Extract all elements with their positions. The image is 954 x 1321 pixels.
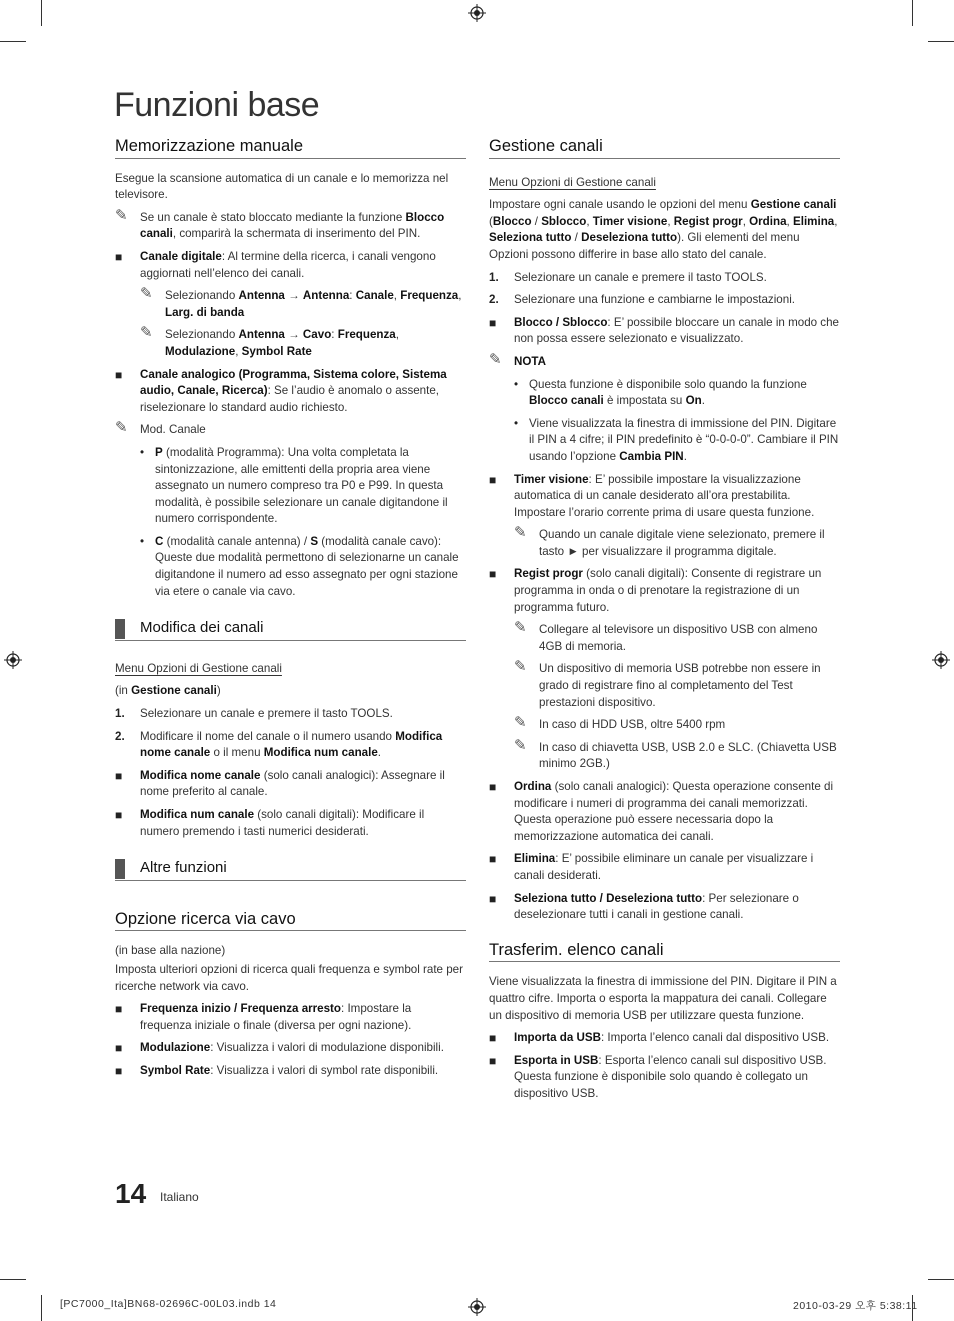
- section-title-transfer: Trasferim. elenco canali: [489, 942, 840, 963]
- note-item: ✎ NOTA: [489, 350, 546, 368]
- crop-mark: [0, 41, 26, 42]
- manual-intro: Esegue la scansione automatica di un canale e lo memorizza nel televisore.: [115, 171, 449, 202]
- pencil-note-icon: ✎: [514, 714, 527, 732]
- bullet-item: ■ Seleziona tutto / Deseleziona tutto: Per selezionare o deselezionare tutti i canali in gestione canali.: [489, 891, 799, 922]
- section-title-modify: Modifica dei canali: [115, 618, 466, 641]
- registration-mark-icon: [932, 651, 950, 669]
- bullet-item: ■ Modifica num canale (solo canali digitali): Modificare il numero premendo i tasti numerici desiderati.: [115, 808, 425, 838]
- pencil-note-icon: ✎: [489, 350, 502, 368]
- step-item: 2. Modificare il nome del canale o il numero usando Modifica nome canale o il menu Modifica num canale.: [115, 729, 443, 760]
- square-bullet-icon: ■: [489, 472, 497, 487]
- section-title-manual: Memorizzazione manuale: [115, 138, 466, 159]
- menu-path: Menu Opzioni di Gestione canali: [115, 661, 282, 675]
- pencil-note-icon: ✎: [115, 419, 128, 437]
- bullet-item: ■ Blocco / Sblocco: E’ possibile bloccare un canale in modo che non possa essere selezionato e visualizzato.: [489, 315, 840, 346]
- cable-intro: Imposta ulteriori opzioni di ricerca quali frequenza e symbol rate per ricerche network via cavo.: [115, 962, 463, 993]
- square-bullet-icon: ■: [489, 1053, 497, 1068]
- note-item: ✎ In caso di chiavetta USB, USB 2.0 e SLC. (Chiavetta USB minimo 2GB.): [514, 736, 837, 771]
- square-bullet-icon: ■: [489, 567, 497, 582]
- section-title-cable: Opzione ricerca via cavo: [115, 911, 466, 932]
- modify-context: (in Gestione canali): [115, 684, 221, 698]
- bullet-item-digital: ■ Canale digitale: Al termine della ricerca, i canali vengono aggiornati nell’elenco dei canali.: [115, 249, 436, 280]
- square-bullet-icon: ■: [489, 315, 497, 330]
- bullet-item: ■ Regist progr (solo canali digitali): Consente di registrare un programma in onda o di prenotare la registrazione di un programma futuro.: [489, 567, 822, 614]
- registration-mark-icon: [4, 651, 22, 669]
- square-bullet-icon: ■: [115, 1041, 123, 1056]
- list-item: • C (modalità canale antenna) / S (modalità canale cavo): Queste due modalità permettono di selezionarne un canale digitandone il numero ad esso assegnato per ogni stazione via etere o canale via cavo.: [140, 534, 459, 598]
- section-title-manage: Gestione canali: [489, 138, 840, 159]
- manage-intro: Impostare ogni canale usando le opzioni del menu Gestione canali (Blocco / Sblocco, Timer visione, Regist progr, Ordina, Elimina, Seleziona tutto / Deseleziona tutto). Gli elementi del menu Opzioni possono differire in base allo stato del canale.: [489, 198, 838, 261]
- bullet-item: ■ Frequenza inizio / Frequenza arresto: Impostare la frequenza iniziale o finale (diversa per ogni nazione).: [115, 1002, 412, 1032]
- pencil-note-icon: ✎: [514, 524, 527, 542]
- list-item: • Questa funzione è disponibile solo quando la funzione Blocco canali è impostata su On.: [514, 377, 807, 408]
- square-bullet-icon: ■: [489, 1031, 497, 1046]
- square-bullet-icon: ■: [115, 249, 123, 264]
- step-item: 1. Selezionare un canale e premere il tasto TOOLS.: [115, 707, 393, 721]
- note-item: ✎ Collegare al televisore un dispositivo USB con almeno 4GB di memoria.: [514, 619, 818, 653]
- square-bullet-icon: ■: [489, 891, 497, 906]
- note-item: ✎ Un dispositivo di memoria USB potrebbe non essere in grado di registrare fino al completamento del Test prestazioni dispositivo.: [514, 658, 821, 709]
- transfer-intro: Viene visualizzata la finestra di immissione del PIN. Digitare il PIN a quattro cifre. Importa o esporta la mappatura dei canali. Collegare un dispositivo di memoria USB per utilizzare questa funzione.: [489, 975, 837, 1022]
- crop-mark: [928, 41, 954, 42]
- pencil-note-icon: ✎: [514, 658, 527, 676]
- bullet-item: ■ Esporta in USB: Esporta l’elenco canali sul dispositivo USB. Questa funzione è disponibile solo quando è collegato un dispositivo USB.: [489, 1053, 827, 1100]
- square-bullet-icon: ■: [489, 852, 497, 867]
- menu-path: Menu Opzioni di Gestione canali: [489, 175, 656, 189]
- page-number: 14: [115, 1178, 147, 1209]
- note-item: ✎ In caso di HDD USB, oltre 5400 rpm: [514, 714, 726, 732]
- pencil-note-icon: ✎: [514, 736, 527, 754]
- square-bullet-icon: ■: [115, 1002, 123, 1017]
- bullet-icon: •: [514, 377, 519, 391]
- note-item: ✎ Selezionando Antenna → Antenna: Canale, Frequenza, Larg. di banda: [140, 285, 462, 319]
- square-bullet-icon: ■: [115, 1063, 123, 1078]
- chapter-title: Funzioni base: [114, 86, 320, 124]
- crop-mark: [928, 1279, 954, 1280]
- crop-mark: [912, 0, 913, 26]
- bullet-item: ■ Modulazione: Visualizza i valori di modulazione disponibili.: [115, 1041, 444, 1056]
- bullet-item: ■ Ordina (solo canali analogici): Questa operazione consente di modificare i numeri di programma dei canali memorizzati. Questa operazione può essere necessaria dopo la memorizzazione automatica dei canali.: [489, 780, 834, 843]
- bullet-item-analog: ■ Canale analogico (Programma, Sistema colore, Sistema audio, Canale, Ricerca): Se l’audio è anomalo o assente, riselezionare lo standard audio richiesto.: [115, 367, 447, 414]
- pencil-note-icon: ✎: [115, 206, 128, 224]
- right-column: [489, 138, 840, 1109]
- pencil-note-icon: ✎: [140, 324, 153, 342]
- bullet-item: ■ Timer visione: E’ possibile impostare la visualizzazione automatica di un canale desiderato all’ora prestabilita. Impostare l’orario corrente prima di usare questa funzione.: [489, 472, 815, 519]
- registration-mark-icon: [468, 1298, 486, 1316]
- note-item: ✎ Mod. Canale: [115, 419, 206, 437]
- cable-country: (in base alla nazione): [115, 944, 226, 958]
- list-item: • Viene visualizzata la finestra di immissione del PIN. Digitare il PIN a 4 cifre; il PIN predefinito è “0-0-0-0”. Cambiare il PIN usando l’opzione Cambia PIN.: [514, 416, 839, 463]
- note-item: ✎ Selezionando Antenna → Cavo: Frequenza, Modulazione, Symbol Rate: [140, 324, 399, 358]
- bullet-icon: •: [514, 416, 519, 430]
- file-info: [PC7000_Ita]BN68-02696C-00L03.indb 14: [60, 1298, 277, 1310]
- bullet-item: ■ Elimina: E’ possibile eliminare un canale per visualizzare i canali desiderati.: [489, 852, 814, 882]
- square-bullet-icon: ■: [115, 808, 123, 822]
- step-item: 2. Selezionare una funzione e cambiarne le impostazioni.: [489, 293, 795, 307]
- bullet-icon: •: [140, 445, 145, 459]
- pencil-note-icon: ✎: [140, 285, 153, 303]
- bullet-item: ■ Symbol Rate: Visualizza i valori di symbol rate disponibili.: [115, 1063, 439, 1078]
- square-bullet-icon: ■: [115, 768, 123, 783]
- crop-mark: [41, 1295, 42, 1321]
- section-title-other: Altre funzioni: [115, 858, 466, 881]
- left-column: [115, 138, 466, 1086]
- list-item: • P (modalità Programma): Una volta completata la sintonizzazione, alle emittenti della propria area viene assegnato un numero compreso tra P0 e P99. In questa modalità, è possibile selezionare un canale digitandone il numero corrispondente.: [140, 445, 448, 526]
- pencil-note-icon: ✎: [514, 619, 527, 637]
- registration-mark-icon: [468, 4, 486, 22]
- note-item: ✎ Quando un canale digitale viene selezionato, premere il tasto ► per visualizzare il programma digitale.: [514, 524, 825, 558]
- step-item: 1. Selezionare un canale e premere il tasto TOOLS.: [489, 270, 767, 284]
- crop-mark: [41, 0, 42, 26]
- note-item: ✎ Se un canale è stato bloccato mediante la funzione Blocco canali, comparirà la schermata di inserimento del PIN.: [115, 206, 445, 241]
- crop-mark: [0, 1279, 26, 1280]
- page-language: Italiano: [160, 1190, 199, 1204]
- square-bullet-icon: ■: [115, 367, 123, 382]
- bullet-item: ■ Importa da USB: Importa l’elenco canali dal dispositivo USB.: [489, 1031, 830, 1046]
- print-date: 2010-03-29 오후 5:38:11: [793, 1300, 918, 1312]
- square-bullet-icon: ■: [489, 780, 497, 794]
- bullet-item: ■ Modifica nome canale (solo canali analogici): Assegnare il nome preferito al canale.: [115, 768, 445, 799]
- bullet-icon: •: [140, 534, 145, 548]
